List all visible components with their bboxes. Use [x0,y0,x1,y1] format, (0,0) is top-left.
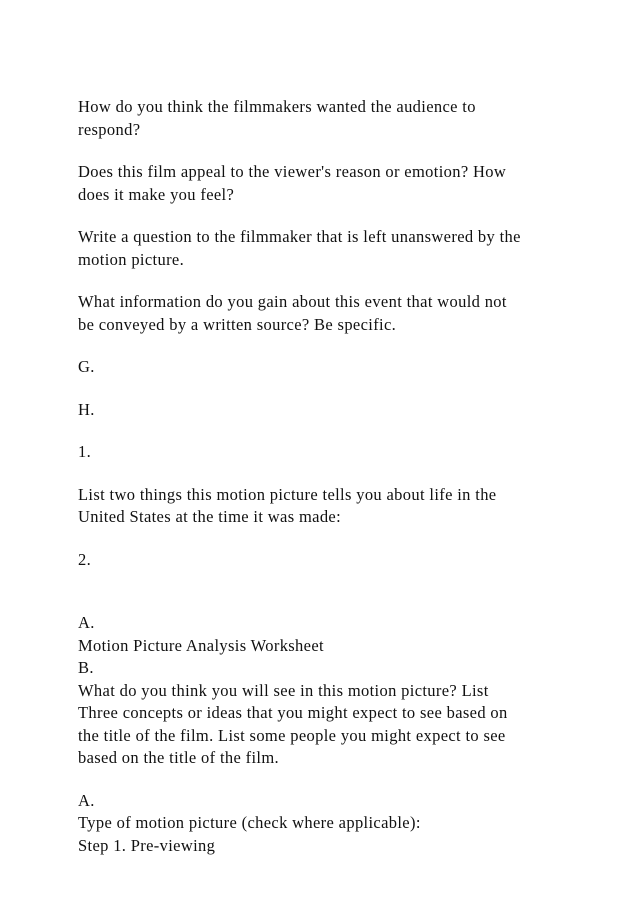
text-line: How do you think the filmmakers wanted the audience to [78,97,476,116]
worksheet-header-block [78,612,598,770]
text-line: 2. [78,549,92,569]
label-1 [78,441,598,464]
text-line: motion picture. [78,249,185,269]
text-line: H. [78,399,95,419]
text-line: 1. [78,442,92,461]
text-line: Does this film appeal to the viewer's reason or emotion? How [78,162,507,181]
text-line: A. [78,790,95,810]
text-line: United States at the time it was made: [78,507,342,526]
text-line: Three concepts or ideas that you might expect to see based on [78,703,508,722]
text-line: G. [78,357,95,376]
text-line: A. [78,613,95,632]
text-line: the title of the film. List some people you might expect to see [78,725,506,745]
step-heading: Step 1. Pre-viewing [78,835,216,855]
text-line: What do you think you will see in this motion picture? List [78,680,489,700]
text-line: respond? [78,119,141,139]
text-line: What information do you gain about this event that would not [78,292,507,311]
text-line: B. [78,658,94,677]
document-page [78,96,598,877]
type-of-picture-block [78,790,598,858]
label-h [78,399,598,422]
question-life-in-us [78,484,598,529]
text-line: based on the title of the film. [78,748,280,767]
blank-space [78,591,598,612]
question-to-filmmaker [78,226,598,271]
text-line: be conveyed by a written source? Be specific. [78,314,397,334]
question-information-gained [78,291,598,336]
text-line: Type of motion picture (check where applicable): [78,813,421,832]
text-line: List two things this motion picture tells you about life in the [78,484,497,504]
text-line: Write a question to the filmmaker that is left unanswered by the [78,227,521,246]
label-g [78,356,598,379]
question-reason-emotion [78,161,598,206]
label-2 [78,549,598,572]
text-line: does it make you feel? [78,184,235,204]
question-audience-response [78,96,598,141]
worksheet-title: Motion Picture Analysis Worksheet [78,635,324,655]
